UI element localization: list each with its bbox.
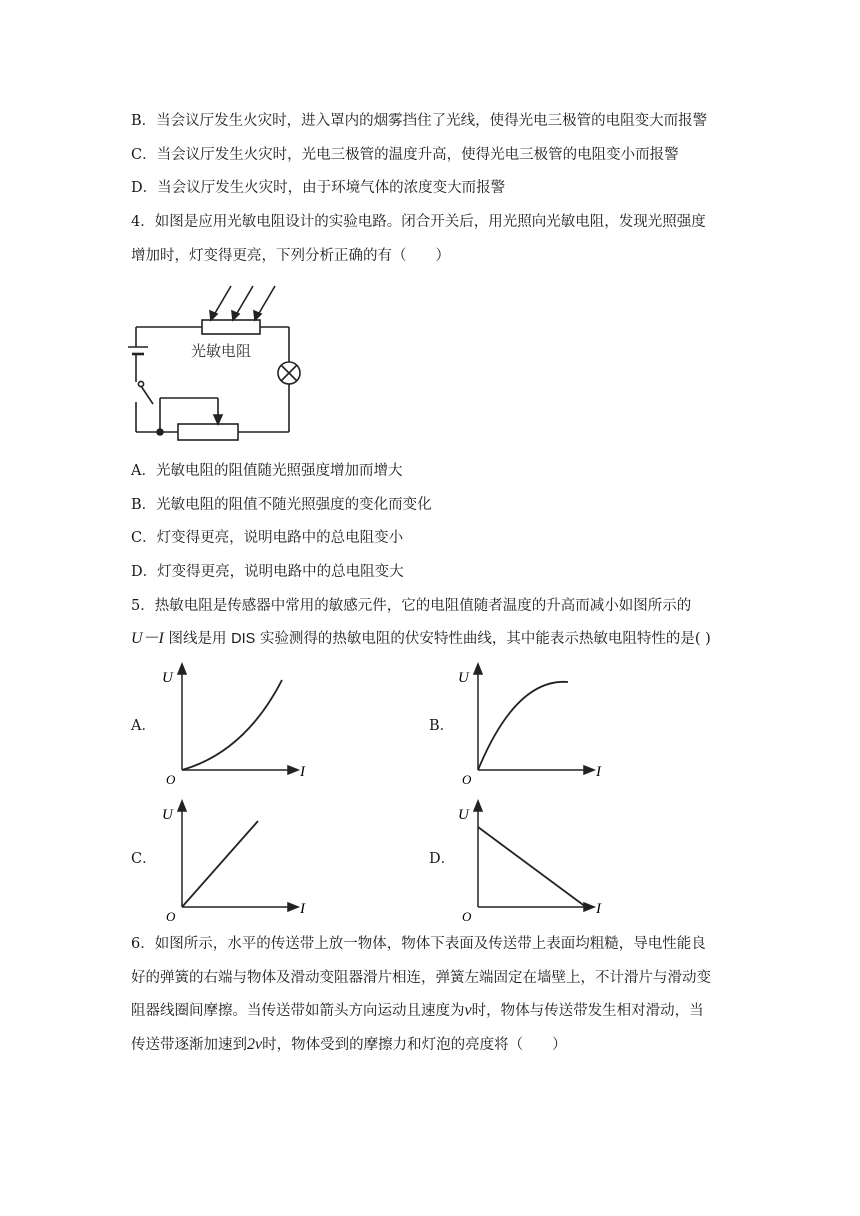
ui-variable: U－I (131, 630, 164, 647)
q4-option-c: C．灯变得更亮，说明电路中的总电阻变小 (131, 530, 404, 546)
svg-text:I: I (596, 901, 601, 917)
svg-text:O: O (462, 909, 472, 924)
svg-text:U: U (162, 670, 173, 686)
svg-text:I: I (300, 901, 305, 917)
svg-text:U: U (162, 807, 173, 823)
q6-stem-line3: 阻器线圈间摩擦。当传送带如箭头方向运动且速度为v时，物体与传送带发生相对滑动，当 (131, 1002, 704, 1019)
q4-option-d: D．灯变得更亮，说明电路中的总电阻变大 (131, 564, 404, 580)
svg-text:O: O (166, 909, 176, 924)
q6-stem-line1: 6．如图所示，水平的传送带上放一物体，物体下表面及传送带上表面均粗糙，导电性能良 (131, 936, 706, 952)
q5-option-b-label: B． (429, 718, 455, 734)
q4-option-b: B．光敏电阻的阻值不随光照强度的变化而变化 (131, 497, 432, 513)
photoresistor-circuit-diagram (126, 276, 306, 444)
svg-text:I: I (596, 764, 601, 780)
q4-option-a: A．光敏电阻的阻值随光照强度增加而增大 (131, 463, 403, 479)
velocity-2v: 2v (247, 1036, 263, 1053)
q3-option-c: C．当会议厅发生火灾时，光电三极管的温度升高，使得光电三极管的电阻变小而报警 (131, 147, 679, 163)
q5-option-c-label: C． (131, 851, 157, 867)
q6-stem-line2: 好的弹簧的右端与物体及滑动变阻器滑片相连，弹簧左端固定在墙壁上，不计滑片与滑动变 (131, 970, 711, 986)
q5-stem-line2: U－I 图线是用 DIS 实验测得的热敏电阻的伏安特性曲线，其中能表示热敏电阻特性的是( ) (131, 630, 711, 647)
q5-option-d-label: D． (429, 851, 456, 867)
svg-text:O: O (462, 772, 472, 787)
graph-b (456, 660, 616, 790)
svg-text:U: U (458, 807, 469, 823)
q3-option-d: D．当会议厅发生火灾时，由于环境气体的浓度变大而报警 (131, 180, 506, 196)
graph-a (160, 660, 320, 790)
q3-option-b: B．当会议厅发生火灾时，进入罩内的烟雾挡住了光线，使得光电三极管的电阻变大而报警 (131, 113, 708, 129)
svg-text:I: I (300, 764, 305, 780)
q4-stem-line1: 4．如图是应用光敏电阻设计的实验电路。闭合开关后，用光照向光敏电阻，发现光照强度 (131, 214, 706, 230)
q5-stem-line1: 5．热敏电阻是传感器中常用的敏感元件，它的电阻值随者温度的升高而减小如图所示的 (131, 598, 692, 614)
svg-text:U: U (458, 670, 469, 686)
graph-c (160, 797, 320, 927)
circuit-label: 光敏电阻 (191, 344, 252, 360)
q6-stem-line4: 传送带逐渐加速到2v时，物体受到的摩擦力和灯泡的亮度将（ ） (131, 1036, 567, 1053)
q4-stem-line2: 增加时，灯变得更亮，下列分析正确的有（ ） (131, 248, 450, 264)
graph-d (456, 797, 616, 927)
velocity-v: v (464, 1002, 472, 1019)
dis-text: DIS (231, 631, 256, 647)
svg-text:O: O (166, 772, 176, 787)
q5-option-a-label: A． (131, 718, 156, 734)
